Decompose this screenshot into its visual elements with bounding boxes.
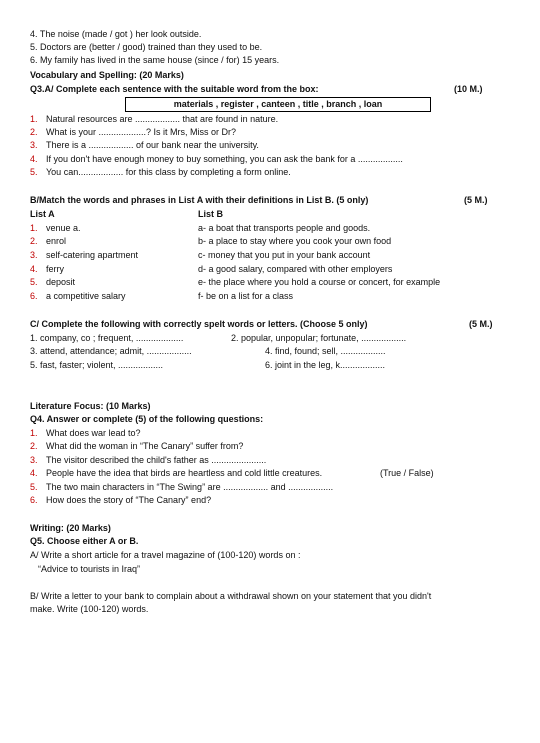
item-text: venue a. (46, 223, 81, 233)
q4-item (30, 468, 322, 479)
item-text: If you don't have enough money to buy something, you can ask the bank for a .................. (46, 154, 403, 164)
list-b-item: d- a good salary, compared with other employers (198, 264, 393, 274)
q5-option-b-line2: make. Write (100-120) words. (30, 604, 149, 614)
list-a-item (30, 236, 66, 247)
q5-option-a: A/ Write a short article for a travel magazine of (100-120) words on : (30, 550, 301, 560)
item-text: Natural resources are .................. that are found in nature. (46, 114, 279, 124)
item-number: 6. (30, 495, 38, 505)
q4-item (30, 455, 266, 466)
item-number: 2. (30, 441, 38, 451)
item-number: 1. (30, 428, 38, 438)
list-a-heading: List A (30, 209, 55, 219)
item-text: What does war lead to? (46, 428, 141, 438)
item-text: What did the woman in “The Canary” suffer from? (46, 441, 244, 451)
q3a-item (30, 127, 236, 138)
item-text: deposit (46, 277, 76, 287)
q4-item (30, 495, 211, 506)
q2-item-6: 6. My family has lived in the same house (since / for) 15 years. (30, 55, 280, 65)
item-number: 5. (30, 167, 38, 177)
item-text: People have the idea that birds are heartless and cold little creatures. (46, 468, 323, 478)
item-number: 2. (30, 236, 38, 246)
item-number: 5. (30, 277, 38, 287)
q4-item (30, 482, 333, 493)
list-a-item (30, 250, 138, 261)
q4-item (30, 428, 141, 439)
q3a-item (30, 114, 278, 125)
item-number: 1. (30, 223, 38, 233)
word-box: materials , register , canteen , title , branch , loan (125, 97, 431, 112)
q3b-marks: (5 M.) (464, 195, 488, 205)
q4-title: Q4. Answer or complete (5) of the following questions: (30, 414, 264, 424)
q3b-title: B/Match the words and phrases in List A with their definitions in List B. (5 only) (30, 195, 369, 205)
list-b-heading: List B (198, 209, 224, 219)
item-number: 5. (30, 482, 38, 492)
item-number: 1. (30, 114, 38, 124)
vocab-heading: Vocabulary and Spelling: (20 Marks) (30, 70, 184, 80)
q3c-title: C/ Complete the following with correctly spelt words or letters. (Choose 5 only) (30, 319, 368, 329)
q5-option-a-topic: “Advice to tourists in Iraq” (38, 564, 141, 574)
q3a-item (30, 154, 403, 165)
item-number: 4. (30, 154, 38, 164)
list-b-item: f- be on a list for a class (198, 291, 294, 301)
item-number: 2. (30, 127, 38, 137)
item-number: 3. (30, 140, 38, 150)
q2-item-4: 4. The noise (made / got ) her look outside. (30, 29, 202, 39)
item-text: How does the story of “The Canary” end? (46, 495, 212, 505)
item-text: a competitive salary (46, 291, 126, 301)
list-b-item: b- a place to stay where you cook your own food (198, 236, 392, 246)
q2-item-5: 5. Doctors are (better / good) trained than they used to be. (30, 42, 263, 52)
q3a-item (30, 167, 291, 178)
q3a-title: Q3.A/ Complete each sentence with the suitable word from the box: (30, 84, 319, 94)
q3c-item-1: 1. company, co ; frequent, ................... (30, 333, 184, 343)
q3c-item-4: 4. find, found; sell, .................. (265, 346, 386, 356)
item-text: You can.................. for this class by completing a form online. (46, 167, 291, 177)
q3c-item-5: 5. fast, faster; violent, .................. (30, 360, 164, 370)
list-a-item (30, 264, 64, 275)
item-text: ferry (46, 264, 64, 274)
item-number: 4. (30, 468, 38, 478)
q4-item (30, 441, 243, 452)
item-text: What is your ...................? Is it Mrs, Miss or Dr? (46, 127, 237, 137)
q5-title: Q5. Choose either A or B. (30, 536, 139, 546)
item-number: 6. (30, 291, 38, 301)
item-number: 3. (30, 455, 38, 465)
list-a-item (30, 291, 126, 302)
list-a-item (30, 277, 75, 288)
writing-heading: Writing: (20 Marks) (30, 523, 111, 533)
q3a-marks: (10 M.) (454, 84, 483, 94)
literature-heading: Literature Focus: (10 Marks) (30, 401, 151, 411)
item-number: 4. (30, 264, 38, 274)
item-text: The two main characters in “The Swing” are .................. and .................. (46, 482, 334, 492)
q3a-item (30, 140, 259, 151)
item-text: There is a .................. of our bank near the university. (46, 140, 259, 150)
list-b-item: a- a boat that transports people and goods. (198, 223, 371, 233)
item-text: The visitor described the child's father as ...................... (46, 455, 267, 465)
list-b-item: c- money that you put in your bank account (198, 250, 371, 260)
q3c-item-3: 3. attend, attendance; admit, .................. (30, 346, 192, 356)
q5-option-b-line1: B/ Write a letter to your bank to complain about a withdrawal shown on your statement that you didn't (30, 591, 432, 601)
list-a-item (30, 223, 81, 234)
q3c-item-6: 6. joint in the leg, k.................. (265, 360, 386, 370)
true-false-label: (True / False) (380, 468, 434, 478)
item-text: self-catering apartment (46, 250, 139, 260)
q3c-item-2: 2. popular, unpopular; fortunate, .................. (231, 333, 407, 343)
item-text: enrol (46, 236, 67, 246)
item-number: 3. (30, 250, 38, 260)
list-b-item: e- the place where you hold a course or concert, for example (198, 277, 441, 287)
q3c-marks: (5 M.) (469, 319, 493, 329)
